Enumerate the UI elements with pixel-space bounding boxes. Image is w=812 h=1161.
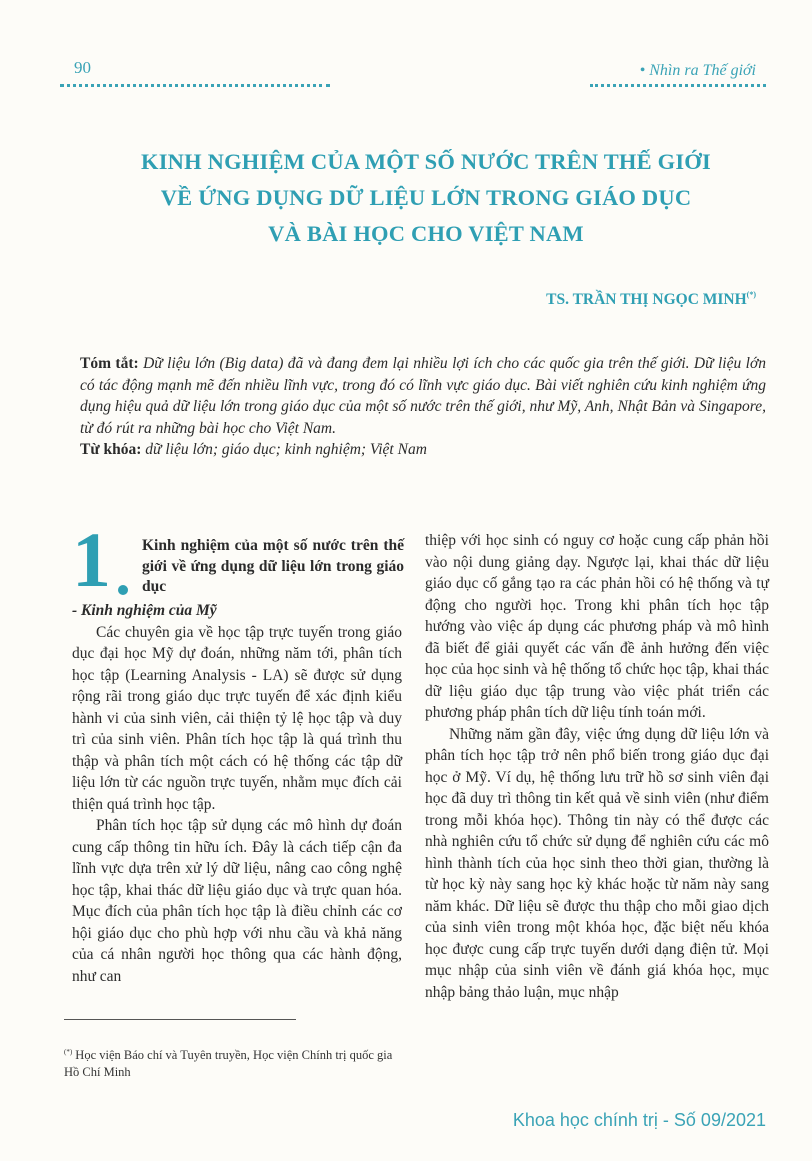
journal-footer: Khoa học chính trị - Số 09/2021 xyxy=(512,1110,766,1130)
title-line-1: KINH NGHIỆM CỦA MỘT SỐ NƯỚC TRÊN THẾ GIỚI xyxy=(141,149,711,174)
abstract-paragraph xyxy=(80,353,766,439)
header-rule-right xyxy=(590,84,766,87)
author xyxy=(546,290,756,309)
left-paragraph-2: Phân tích học tập sử dụng các mô hình dự đoán cung cấp thông tin hữu ích. Đây là cách tiếp cận đa lĩnh vực dựa trên xử lý dữ liệu, nâng cao công nghệ học tập, khai thác dữ liệu giáo dục và trực quan hóa. Mục đích của phân tích học tập là điều chỉnh các cơ hội giáo dục cho phù hợp với nhu cầu và khả năng của cá nhân người học thông qua các hành động, như can xyxy=(72,817,402,985)
section-name: Nhìn ra Thế giới xyxy=(649,62,756,79)
section-heading: Kinh nghiệm của một số nước trên thế giới về ứng dụng dữ liệu lớn trong giáo dục xyxy=(142,537,404,595)
keywords-text: dữ liệu lớn; giáo dục; kinh nghiệm; Việt Nam xyxy=(145,441,427,458)
article-title xyxy=(40,144,812,252)
section-number: 1 xyxy=(72,516,111,603)
footnote-divider xyxy=(64,1019,296,1020)
title-line-3: VÀ BÀI HỌC CHO VIỆT NAM xyxy=(268,221,584,246)
header-rule-left xyxy=(60,84,330,87)
keywords-label: Từ khóa: xyxy=(80,441,142,458)
author-footnote-mark: (*) xyxy=(746,290,756,299)
section-bullet: • xyxy=(639,62,646,79)
subheading-usa: - Kinh nghiệm của Mỹ xyxy=(72,602,217,619)
footnote xyxy=(64,1044,394,1081)
left-column xyxy=(72,516,404,987)
section-heading-block xyxy=(72,516,404,603)
title-line-2: VỀ ỨNG DỤNG DỮ LIỆU LỚN TRONG GIÁO DỤC xyxy=(160,185,692,210)
abstract xyxy=(80,353,766,461)
right-paragraph-1: thiệp với học sinh có nguy cơ hoặc cung cấp phản hồi vào nội dung giảng dạy. Ngược lại, khai thác dữ liệu giáo dục cố gắng tạo ra các phản hồi có hệ thống và tự động cho người học. Trong khi phân tích học tập hướng vào việc áp dụng các phương pháp và mô hình đã biết để giải quyết các vấn đề ảnh hưởng đến việc học của học sinh và hệ thống tổ chức học tập, khai thác dữ liệu giáo dục tập trung vào việc phát triển các phương pháp phân tích dữ liệu tính toán mới. xyxy=(425,532,769,721)
section-tag xyxy=(640,62,756,80)
section-number-dot xyxy=(118,585,128,595)
abstract-text: Dữ liệu lớn (Big data) đã và đang đem lại nhiều lợi ích cho các quốc gia trên thế giới. Dữ liệu lớn có tác động mạnh mẽ đến nhiều lĩnh vực, trong đó có lĩnh vực giáo dục. Bài viết nghiên cứu kinh nghiệm ứng dụng hiệu quả dữ liệu lớn trong giáo dục của một số nước trên thế giới, như Mỹ, Anh, Nhật Bản và Singapore, từ đó rút ra những bài học cho Việt Nam. xyxy=(80,355,766,437)
keywords-paragraph xyxy=(80,439,766,461)
left-paragraph-1: Các chuyên gia về học tập trực tuyến trong giáo dục đại học Mỹ dự đoán, những năm tới, phân tích học tập (Learning Analysis - LA) sẽ được sử dụng rộng rãi trong giáo dục trực tuyến để xác định kiểu hành vi của sinh viên, cải thiện tỷ lệ học tập và duy trì của sinh viên. Phân tích học tập là quá trình thu thập và phân tích một cách có hệ thống các tập dữ liệu lớn từ các nguồn trực tuyến, nhằm mục đích cải thiện quá trình học tập. xyxy=(72,623,402,813)
right-paragraph-2: Những năm gần đây, việc ứng dụng dữ liệu lớn và phân tích học tập trở nên phổ biến trong giáo dục đại học ở Mỹ. Ví dụ, hệ thống lưu trữ hồ sơ sinh viên đại học đã duy trì thông tin kết quả về sinh viên (như điểm trong mỗi khóa học). Thông tin này có thể được các nhà nghiên cứu tổ chức sử dụng để nghiên cứu các mô hình thành tích của học sinh theo thời gian, thường là từ học kỳ này sang học kỳ khác hoặc từ năm này sang năm khác. Dữ liệu sẽ được thu thập cho mỗi giao dịch của sinh viên trong một khóa học, đặc biệt nếu khóa học được cung cấp trực tuyến dưới dạng điện tử. Mọi mục nhập của sinh viên về đánh giá khóa học, mục nhập bảng thảo luận, mục nhập xyxy=(425,725,769,1001)
page-number: 90 xyxy=(74,58,91,77)
right-column xyxy=(425,530,769,1003)
footnote-mark: (*) xyxy=(64,1048,73,1056)
abstract-label: Tóm tắt: xyxy=(80,355,139,372)
footnote-text: Học viện Báo chí và Tuyên truyền, Học viện Chính trị quốc gia Hồ Chí Minh xyxy=(64,1048,393,1079)
author-name: TS. TRẦN THỊ NGỌC MINH xyxy=(546,291,747,308)
